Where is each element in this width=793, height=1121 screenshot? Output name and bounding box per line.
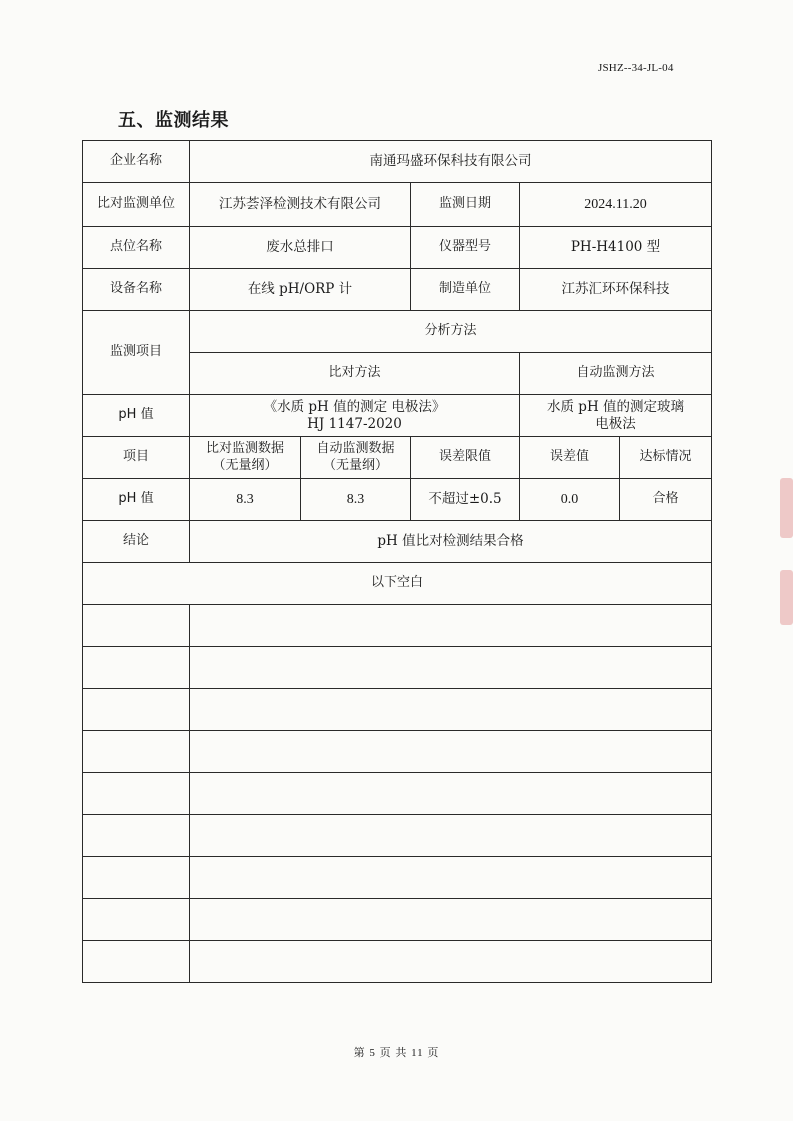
table-row: [83, 183, 712, 227]
blank-note: 以下空白: [83, 563, 712, 605]
result-header-row: [83, 437, 712, 479]
table-row: [83, 311, 712, 353]
table-row: [83, 269, 712, 311]
result-error-value: 0.0: [520, 479, 620, 521]
point-name-label: 点位名称: [83, 227, 190, 269]
blank-row: [83, 605, 712, 647]
blank-row: [83, 899, 712, 941]
result-header-compliance: 达标情况: [620, 437, 712, 479]
instrument-model-label: 仪器型号: [411, 227, 520, 269]
result-error-limit: 不超过±0.5: [411, 479, 520, 521]
seal-stamp-fragment: [780, 570, 793, 625]
seal-stamp-fragment: [780, 478, 793, 538]
blank-row: [83, 773, 712, 815]
table-row: [83, 563, 712, 605]
result-header-compare-data: 比对监测数据（无量纲）: [190, 437, 301, 479]
document-code: JSHZ--34-JL-04: [598, 62, 674, 74]
table-row: [83, 395, 712, 437]
device-name-value: 在线 pH/ORP 计: [190, 269, 411, 311]
monitor-item-label: 监测项目: [83, 311, 190, 395]
table-row: [83, 227, 712, 269]
result-data-row: [83, 479, 712, 521]
monitoring-result-table: [82, 140, 712, 983]
blank-row: [83, 731, 712, 773]
compare-unit-value: 江苏荟泽检测技术有限公司: [190, 183, 411, 227]
table-row: [83, 521, 712, 563]
auto-method-header: 自动监测方法: [520, 353, 712, 395]
blank-row: [83, 941, 712, 983]
monitor-date-value: 2024.11.20: [520, 183, 712, 227]
ph-method-label: pH 值: [83, 395, 190, 437]
blank-row: [83, 815, 712, 857]
result-compliance: 合格: [620, 479, 712, 521]
result-header-item: 项目: [83, 437, 190, 479]
table-row: [83, 141, 712, 183]
result-header-error-value: 误差值: [520, 437, 620, 479]
instrument-model-value: PH-H4100 型: [520, 227, 712, 269]
conclusion-label: 结论: [83, 521, 190, 563]
enterprise-value: 南通玛盛环保科技有限公司: [190, 141, 712, 183]
section-title: 五、监测结果: [118, 110, 229, 131]
auto-method-value: 水质 pH 值的测定玻璃电极法: [520, 395, 712, 437]
device-name-label: 设备名称: [83, 269, 190, 311]
result-item: pH 值: [83, 479, 190, 521]
point-name-value: 废水总排口: [190, 227, 411, 269]
blank-row: [83, 857, 712, 899]
manufacturer-value: 江苏汇环环保科技: [520, 269, 712, 311]
result-auto-data: 8.3: [301, 479, 411, 521]
compare-unit-label: 比对监测单位: [83, 183, 190, 227]
page-number: 第 5 页 共 11 页: [353, 1047, 440, 1059]
compare-method-header: 比对方法: [190, 353, 520, 395]
conclusion-value: pH 值比对检测结果合格: [190, 521, 712, 563]
enterprise-label: 企业名称: [83, 141, 190, 183]
blank-row: [83, 647, 712, 689]
result-compare-data: 8.3: [190, 479, 301, 521]
result-header-error-limit: 误差限值: [411, 437, 520, 479]
analysis-method-header: 分析方法: [190, 311, 712, 353]
manufacturer-label: 制造单位: [411, 269, 520, 311]
compare-method-value: 《水质 pH 值的测定 电极法》HJ 1147-2020: [190, 395, 520, 437]
result-header-auto-data: 自动监测数据（无量纲）: [301, 437, 411, 479]
monitor-date-label: 监测日期: [411, 183, 520, 227]
blank-row: [83, 689, 712, 731]
